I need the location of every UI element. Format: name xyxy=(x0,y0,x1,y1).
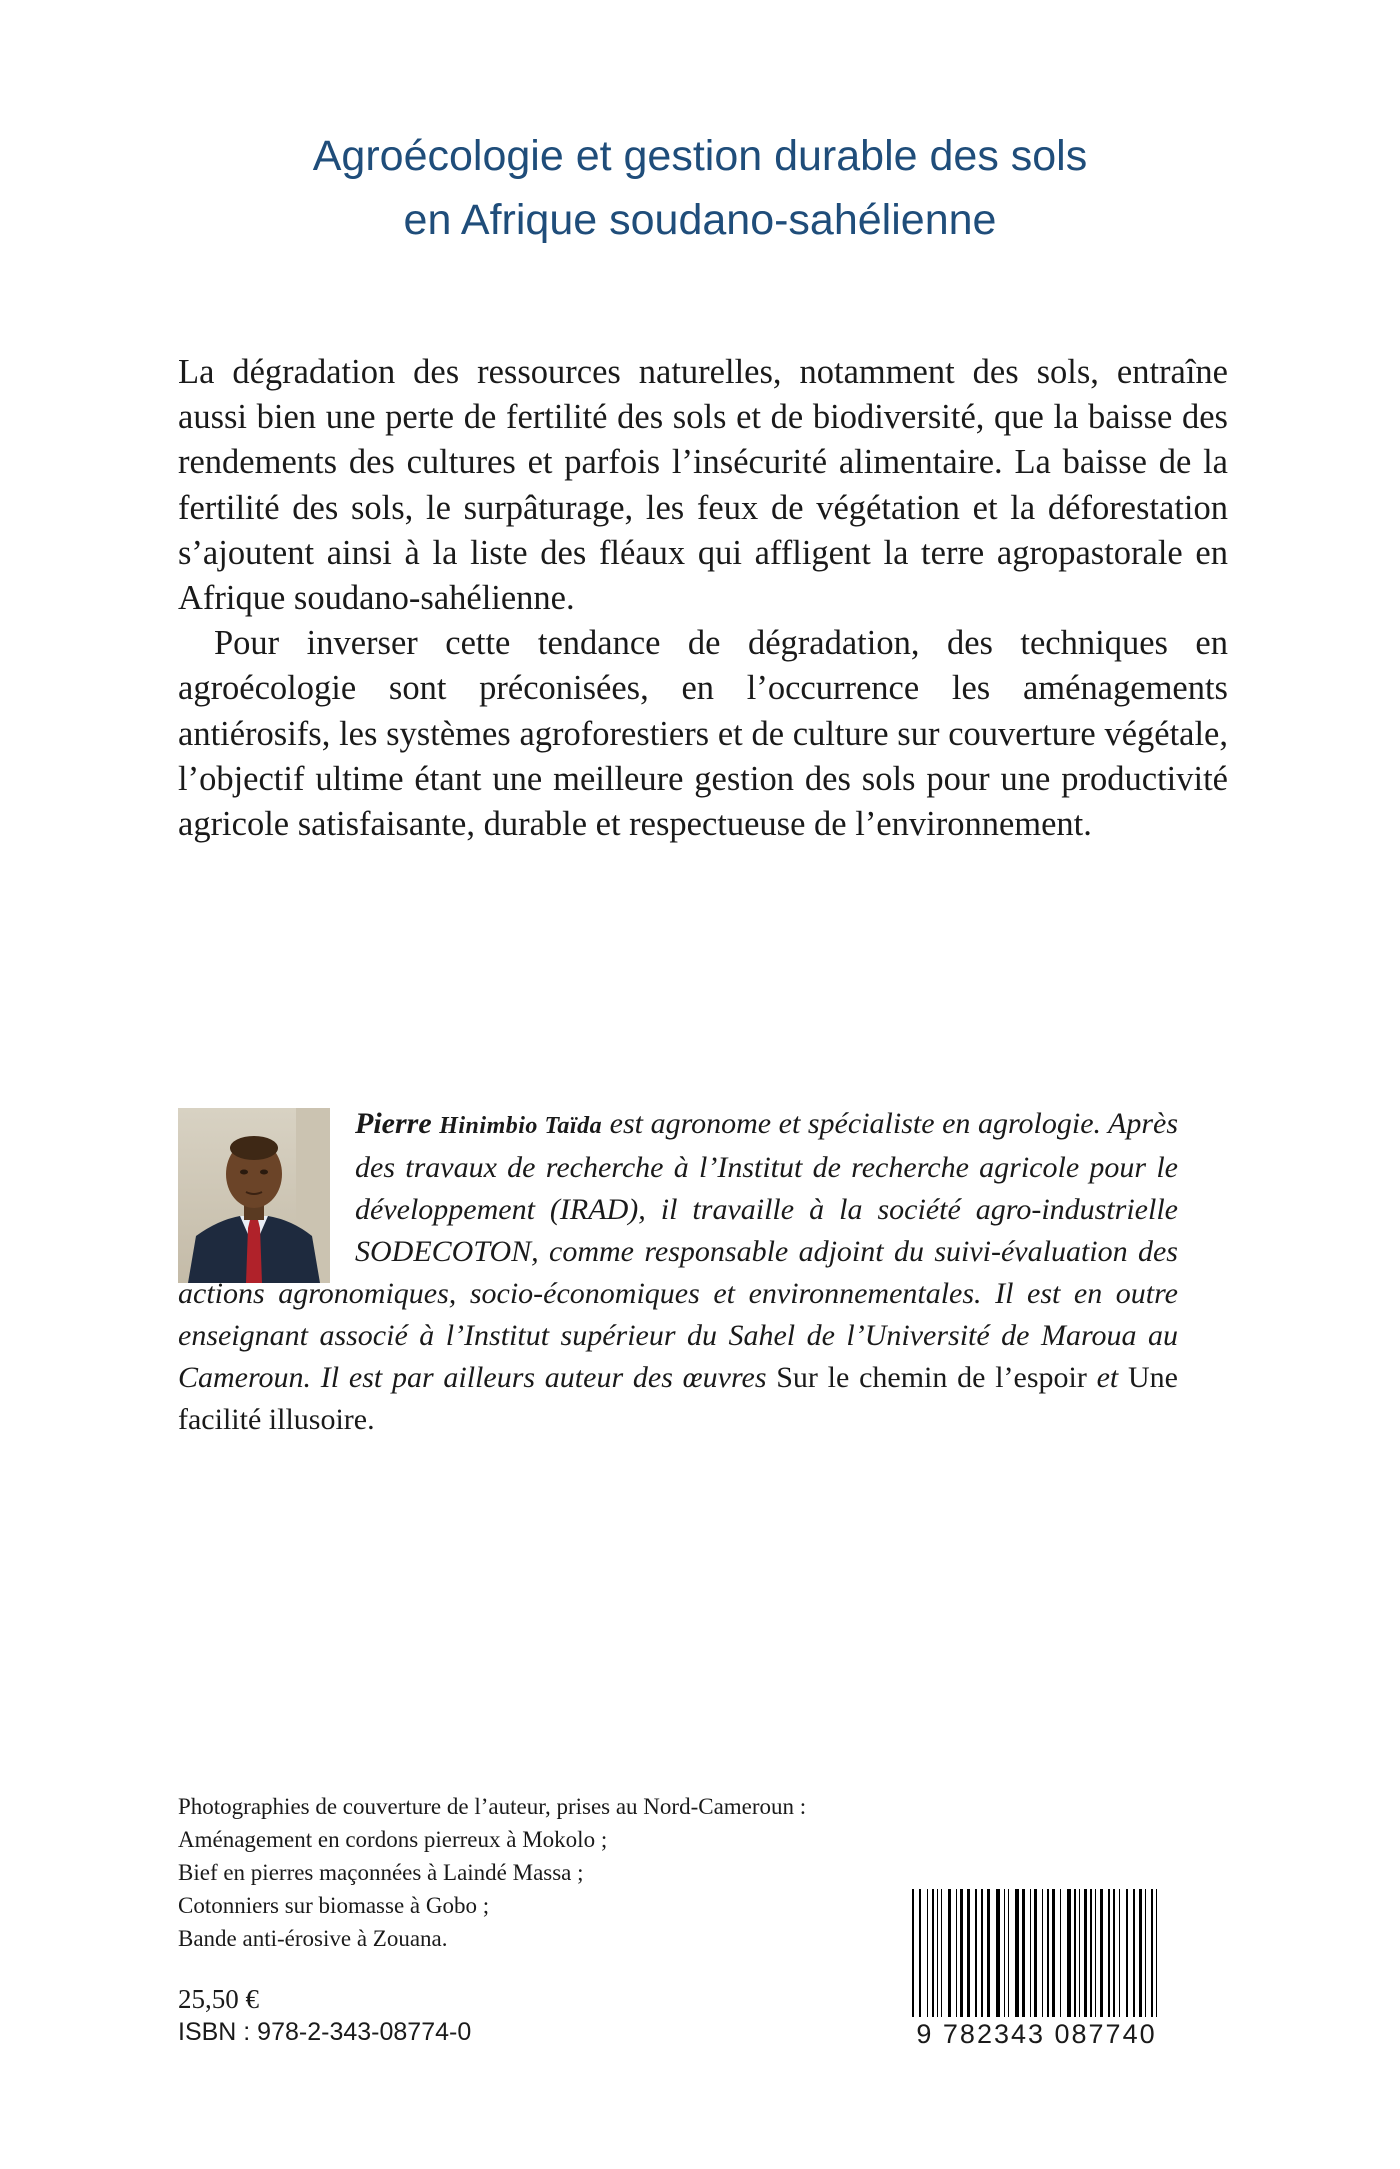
barcode-bar xyxy=(987,1889,990,2017)
barcode-bar xyxy=(1004,1889,1005,2017)
barcode-bar xyxy=(912,1889,914,2017)
barcode-bar xyxy=(1047,1889,1049,2017)
barcode-bar xyxy=(1119,1889,1120,2017)
blurb-paragraph-1: La dégradation des ressources naturelles, notamment des sols, entraîne aussi bien une perte de fertilité des sols et de biodiversité, que la baisse des rendements des cultures et parfois l’insécurité alimentaire. La baisse de la fertilité des sols, le surpâturage, les feux de végétation et la déforestation s’ajoutent ainsi à la liste des fléaux qui affligent la terre agropastorale en Afrique soudano-sahélienne. xyxy=(178,353,1228,618)
barcode-bar xyxy=(1151,1889,1153,2017)
barcode-bar xyxy=(937,1889,938,2017)
barcode-bar xyxy=(967,1889,970,2017)
barcode-bar xyxy=(1034,1889,1037,2017)
barcode-bar xyxy=(948,1889,951,2017)
credit-line: Photographies de couverture de l’auteur, prises au Nord-Cameroun : xyxy=(178,1794,807,1819)
barcode-bar xyxy=(956,1889,957,2017)
barcode-bar xyxy=(1067,1889,1071,2017)
barcode-bar xyxy=(1095,1889,1096,2017)
barcode-bar xyxy=(941,1889,942,2017)
barcode-bar xyxy=(981,1889,983,2017)
barcode-bar xyxy=(1060,1889,1061,2017)
barcode-bar xyxy=(1079,1889,1080,2017)
author-first-name: Pierre xyxy=(355,1107,440,1140)
barcode-bar xyxy=(1008,1889,1009,2017)
barcode-bar xyxy=(1074,1889,1076,2017)
barcode-bar xyxy=(932,1889,934,2017)
barcode-bar xyxy=(1145,1889,1146,2017)
barcode-bar xyxy=(1052,1889,1055,2017)
barcode-bar xyxy=(1126,1889,1128,2017)
barcode-bar xyxy=(1156,1889,1157,2017)
barcode-bar xyxy=(919,1889,921,2017)
barcode-bar xyxy=(1139,1889,1142,2017)
barcode-bar xyxy=(1113,1889,1115,2017)
price: 25,50 € xyxy=(178,1984,259,2014)
author-last-name: Hinimbio Taïda xyxy=(439,1113,603,1139)
isbn: ISBN : 978-2-343-08774-0 xyxy=(178,2018,472,2046)
back-cover-blurb xyxy=(178,350,1228,847)
bio-end: . xyxy=(367,1403,375,1436)
blurb-paragraph-2: Pour inverser cette tendance de dégradation, des techniques en agroécologie sont préconisées, en l’occurrence les aménagements antiérosifs, les systèmes agroforestiers et de culture sur couverture végétale, l’objectif ultime étant une meilleure gestion des sols pour une productivité agricole satisfaisante, durable et respectueuse de l’environnement. xyxy=(178,624,1228,844)
barcode-bars xyxy=(898,1889,1175,2017)
barcode-digits: 9 782343 087740 xyxy=(916,2019,1157,2049)
barcode-bar xyxy=(1108,1889,1110,2017)
book-title-2: Une facilité illusoire xyxy=(178,1361,1178,1436)
barcode-bar xyxy=(1042,1889,1043,2017)
barcode-bar xyxy=(975,1889,977,2017)
book-title-line-2: en Afrique soudano-sahélienne xyxy=(403,196,997,244)
bio-text: est agronome et spécialiste en agrologie. Après des travaux de recherche à l’Institut de recherche agricole pour le développement (IRAD), il travaille à la société agro-industrielle SODECOTON, comme responsable adjoint du suivi-évaluation des actions agronomiques, socio-économiques et environnementales. Il est en outre enseignant associé à l’Institut supérieur du Sahel de l’Université de Maroua au Cameroun. Il est par ailleurs auteur des œuvres xyxy=(178,1107,1179,1394)
credit-line: Cotonniers sur biomasse à Gobo ; xyxy=(178,1893,490,1918)
barcode-bar xyxy=(1015,1889,1019,2017)
credit-line: Bande anti-érosive à Zouana. xyxy=(178,1926,448,1951)
barcode-bar xyxy=(1090,1889,1092,2017)
barcode-bar xyxy=(1100,1889,1103,2017)
book-title-line-1: Agroécologie et gestion durable des sols xyxy=(312,132,1088,180)
book-title xyxy=(0,124,1400,252)
author-name xyxy=(355,1107,602,1140)
barcode-bar xyxy=(1022,1889,1025,2017)
credit-line: Aménagement en cordons pierreux à Mokolo ; xyxy=(178,1827,608,1852)
barcode-bar xyxy=(960,1889,963,2017)
book-title-1: Sur le chemin de l’espoir xyxy=(776,1361,1087,1394)
barcode-bar xyxy=(996,1889,1000,2017)
barcode-bar xyxy=(1084,1889,1087,2017)
photo-spacer xyxy=(178,1103,355,1271)
barcode-bar xyxy=(1030,1889,1031,2017)
credit-line: Bief en pierres maçonnées à Laindé Massa ; xyxy=(178,1860,584,1885)
photo-credits xyxy=(178,1790,878,1955)
bio-conjunction: et xyxy=(1086,1361,1128,1394)
author-biography xyxy=(178,1103,1178,1441)
barcode-bar xyxy=(1133,1889,1135,2017)
barcode-bar xyxy=(927,1889,928,2017)
